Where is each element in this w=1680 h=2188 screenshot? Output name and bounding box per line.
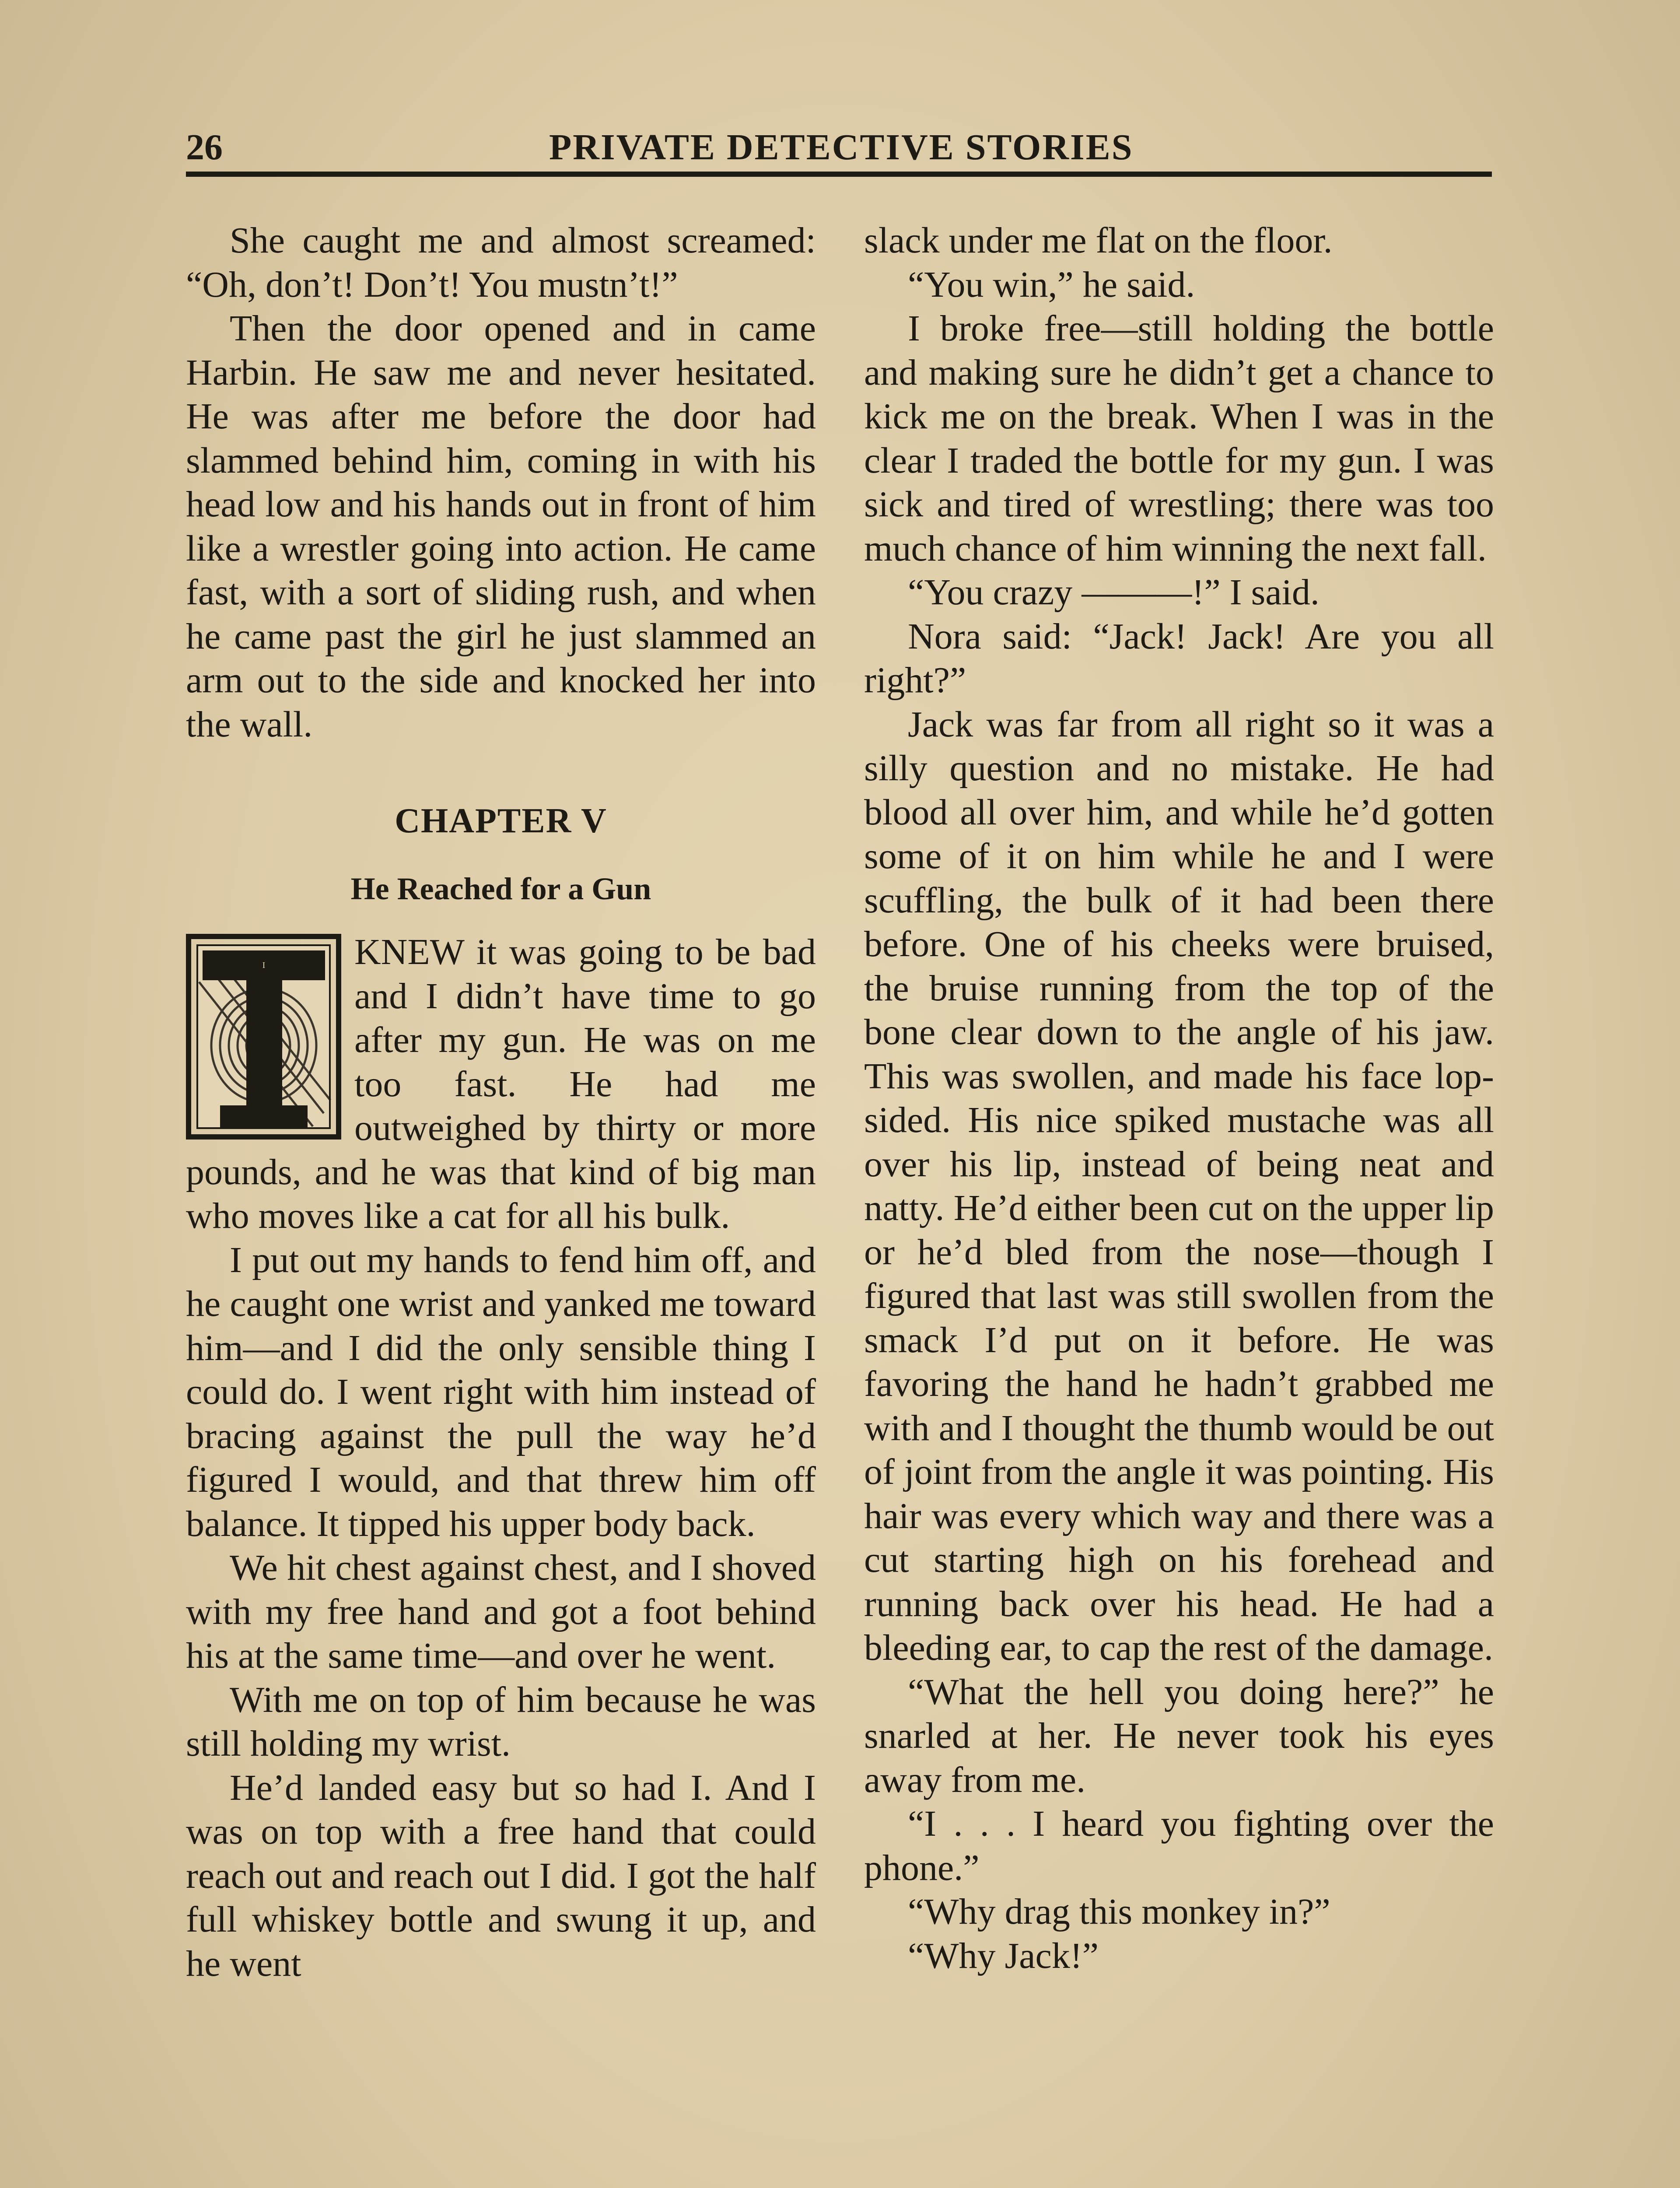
drop-cap-letter: I [262, 961, 266, 970]
paragraph: “I . . . I heard you fighting over the phone.” [864, 1803, 1494, 1888]
left-column [186, 219, 816, 1986]
paragraph: “You crazy ———!” I said. [908, 572, 1320, 613]
paragraph: She caught me and almost screamed: “Oh, don’t! Don’t! You mustn’t!” [186, 220, 816, 305]
paragraph: Jack was far from all right so it was a silly question and no mistake. He had blood all over him, and while he’d gotten some of it on him while he and I were scuffling, the bulk of it had been there before. One of his cheeks were bruised, the bruise running from the top of the bone clear down to the angle of his jaw. This was swollen, and made his face lopsided. His nice spiked mustache was all over his lip, instead of being neat and natty. He’d either been cut on the upper lip or he’d bled from the nose—though I figured that last was still swollen from the smack I’d put on it before. He was favoring the hand he hadn’t grabbed me with and I thought the thumb would be out of joint from the angle it was pointing. His hair was every which way and there was a cut starting high on his forehead and running back over his head. He had a bleeding ear, to cap the rest of the damage. [864, 704, 1494, 1668]
paragraph: Then the door opened and in came Harbin. He saw me and never hesitated. He was after me before the door had slammed behind him, coming in with his head low and his hands out in front of him like a wrestler going into action. He came fast, with a sort of sliding rush, and when he came past the girl he just slammed an arm out to the side and knocked her into the wall. [186, 308, 816, 745]
paragraph: “You win,” he said. [908, 264, 1195, 305]
paragraph: slack under me flat on the floor. [864, 220, 1333, 261]
paragraph: He’d landed easy but so had I. And I was on top with a free hand that could reach out and reach out I did. I got the half full whiskey bottle and swung it up, and he went [186, 1767, 816, 1984]
paragraph: “Why Jack!” [908, 1935, 1099, 1976]
paragraph: I put out my hands to fend him off, and he caught one wrist and yanked me toward him—and I did the only sensible thing I could do. I went right with him instead of bracing against the pull the way he’d figured I would, and that threw him off balance. It tipped his upper body back. [186, 1239, 816, 1544]
right-column [864, 219, 1494, 1978]
paragraph: Nora said: “Jack! Jack! Are you all right?” [864, 616, 1494, 701]
paragraph: I broke free—still holding the bottle and making sure he didn’t get a chance to kick me on the break. When I was in the clear I traded the bottle for my gun. I was sick and tired of wrestling; there was too much chance of him winning the next fall. [864, 308, 1494, 569]
page-header [186, 123, 1492, 177]
page-number: 26 [186, 127, 223, 168]
paragraph: “What the hell you doing here?” he snarled at her. He never took his eyes away from me. [864, 1671, 1494, 1800]
paragraph: KNEW it was going to be bad and I didn’t have time to go after my gun. He was on me too fast. He had me outweighed by thirty or more pounds, and he was that kind of big man who moves like a cat for all his bulk. [186, 932, 816, 1236]
chapter-title: He Reached for a Gun [350, 871, 651, 906]
running-head: PRIVATE DETECTIVE STORIES [549, 127, 1134, 168]
paragraph: We hit chest against chest, and I shoved with my free hand and got a foot behind his at the same time—and over he went. [186, 1547, 816, 1676]
drop-cap-ornament [186, 934, 341, 1140]
chapter-heading: CHAPTER V [395, 802, 607, 840]
paragraph: “Why drag this monkey in?” [908, 1891, 1330, 1932]
paragraph: With me on top of him because he was still holding my wrist. [186, 1679, 816, 1764]
